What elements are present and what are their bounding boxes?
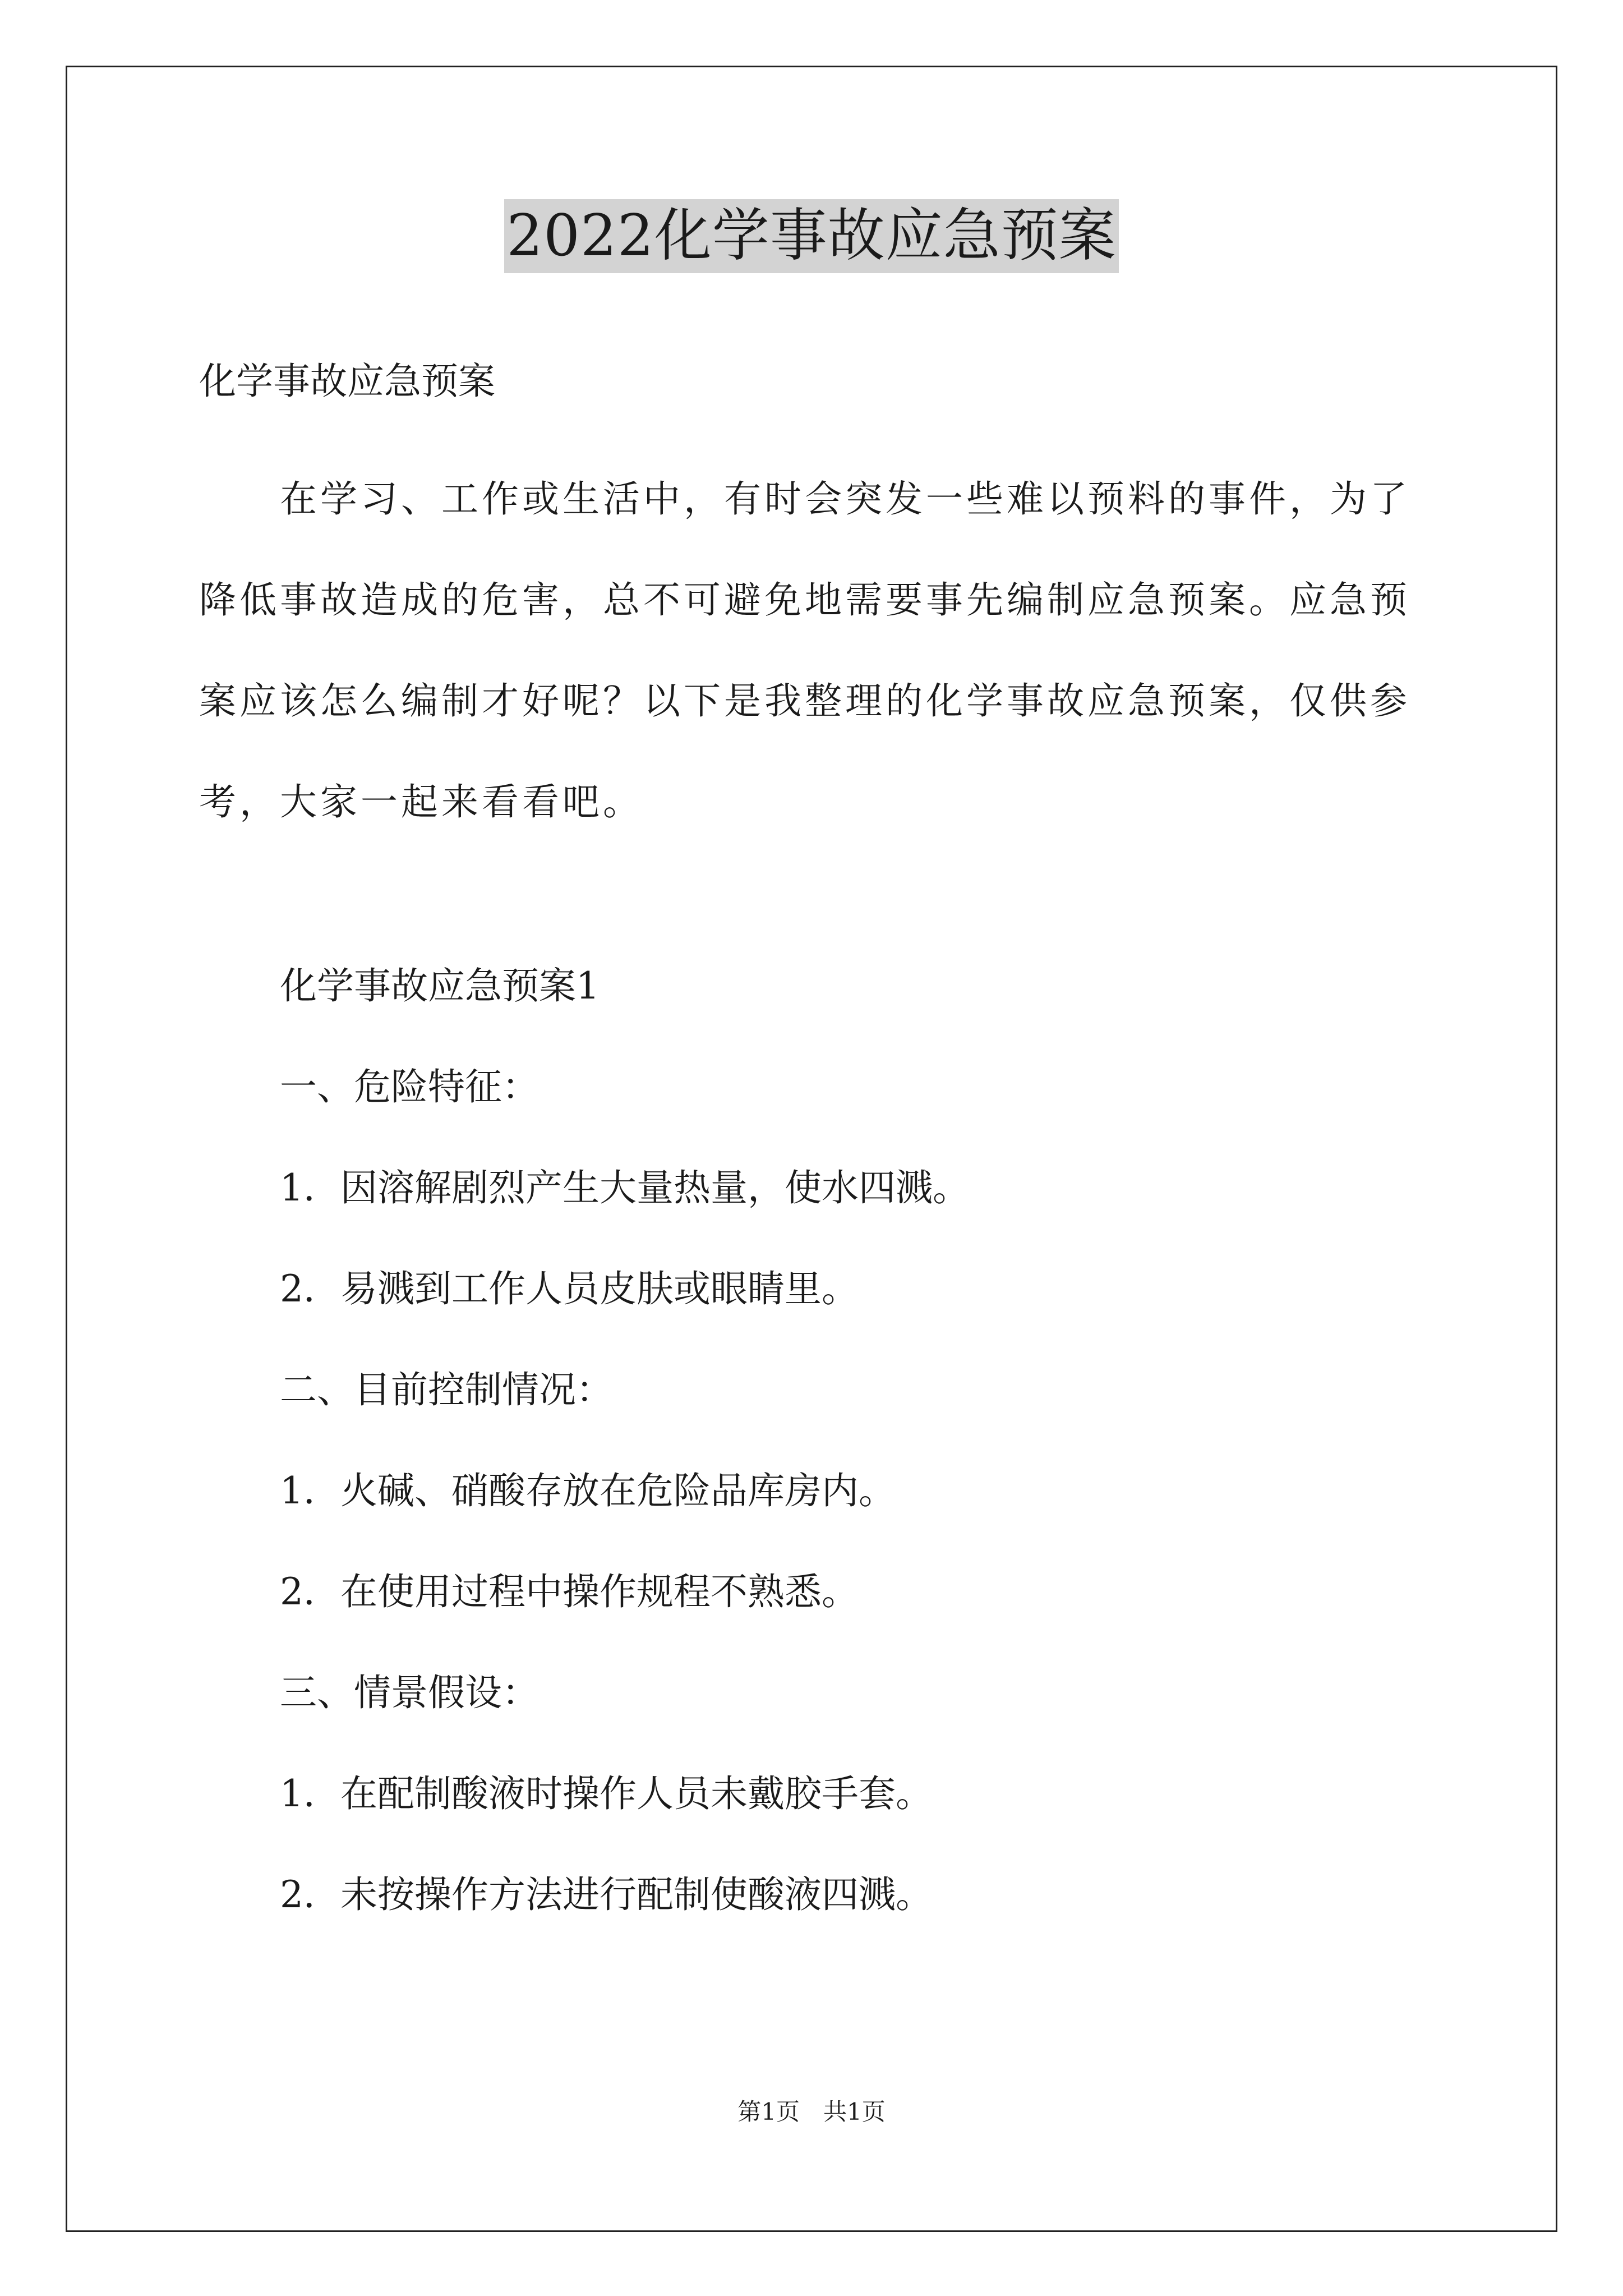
page-footer: 第1页 共1页 (737, 2098, 886, 2125)
list-item: 2．未按操作方法进行配制使酸液四溅。 (280, 1873, 933, 1916)
list-item: 1．因溶解剧烈产生大量热量，使水四溅。 (280, 1166, 970, 1209)
title-container (0, 199, 1623, 273)
section-heading-scenario: 三、情景假设： (280, 1671, 539, 1714)
paragraph-gap (199, 853, 1433, 953)
list-item: 1．在配制酸液时操作人员未戴胶手套。 (280, 1772, 933, 1815)
list-item: 1．火碱、硝酸存放在危险品库房内。 (280, 1469, 896, 1512)
list-item: 2．易溅到工作人员皮肤或眼睛里。 (280, 1267, 859, 1310)
section-title: 化学事故应急预案1 (280, 964, 600, 1007)
section-heading-hazard: 一、危险特征： (280, 1065, 539, 1108)
intro-paragraph: 在学习、工作或生活中，有时会突发一些难以预料的事件，为了降低事故造成的危害，总不可避免地需要事先编制应急预案。应急预案应该怎么编制才好呢？以下是我整理的化学事故应急预案，仅供参考，大家一起来看看吧。 (199, 477, 1410, 823)
section-heading-control: 二、目前控制情况： (280, 1368, 613, 1411)
document-subtitle: 化学事故应急预案 (199, 360, 495, 403)
list-item: 2．在使用过程中操作规程不熟悉。 (280, 1570, 859, 1613)
document-title: 2022化学事故应急预案 (504, 199, 1119, 273)
document-body (199, 348, 1433, 1962)
